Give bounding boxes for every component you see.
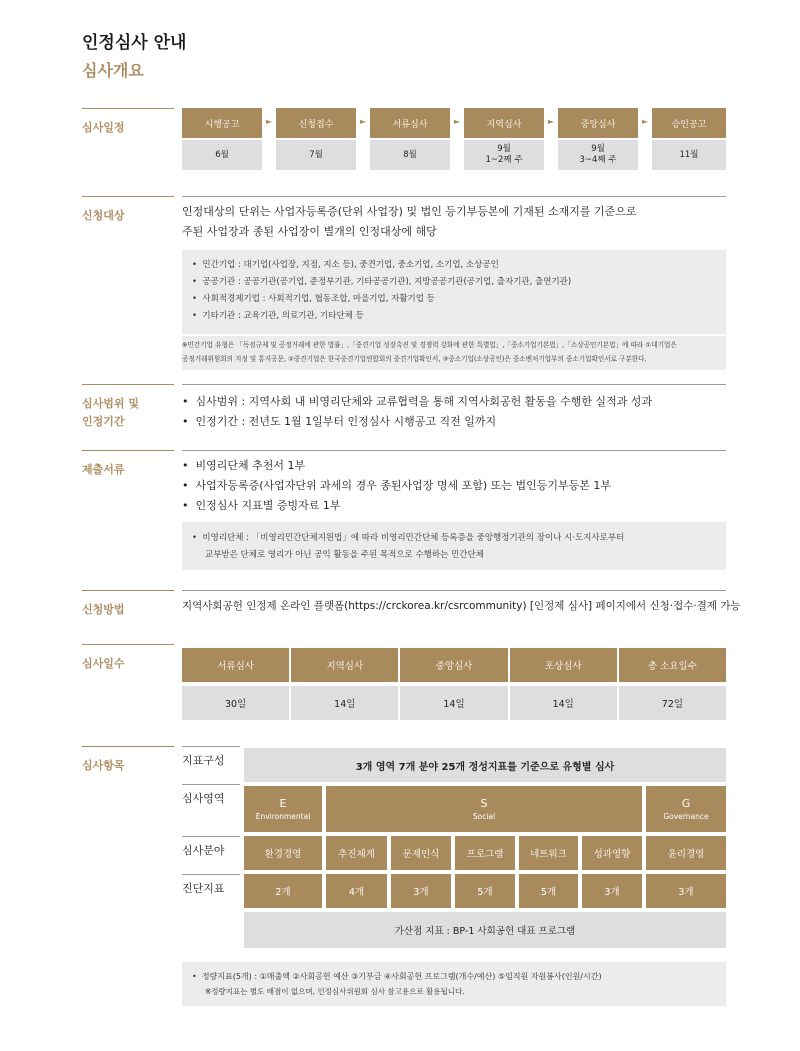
row-label: 진단지표 bbox=[182, 882, 225, 895]
schedule-step-time: 9월 3~4째 주 bbox=[558, 140, 638, 170]
arrow-right-icon: ► bbox=[547, 117, 555, 126]
list-item: • 공공기관 : 공공기관(공기업, 준정부기관, 기타공공기관), 지방공공기관(공기업, 출자기관, 출연기관) bbox=[192, 277, 572, 287]
field-cell: 추진체계 bbox=[326, 836, 387, 870]
days-header-cell: 총 소요일수 bbox=[619, 648, 726, 682]
row-label: 심사영역 bbox=[182, 792, 225, 805]
days-section-label: 심사일수 bbox=[82, 644, 174, 673]
composition-cell: 3개 영역 7개 분야 25개 정성지표를 기준으로 유형별 심사 bbox=[244, 748, 726, 782]
schedule-step-name: 지역심사 bbox=[464, 108, 544, 138]
note-line: 교부받은 단체로 영리가 아닌 공익 활동을 주된 목적으로 수행하는 민간단체 bbox=[205, 550, 484, 560]
documents-section-label: 제출서류 bbox=[82, 450, 174, 479]
scope-label-line: 인정기간 bbox=[82, 415, 125, 428]
days-value-cell: 14일 bbox=[291, 686, 398, 720]
schedule-section-label: 심사일정 bbox=[82, 108, 174, 137]
schedule-step bbox=[652, 108, 726, 170]
days-header-cell: 포상심사 bbox=[510, 648, 617, 682]
page-title: 인정심사 안내 bbox=[82, 33, 187, 53]
schedule-step-name: 승인공고 bbox=[652, 108, 726, 138]
documents-note-box bbox=[182, 522, 726, 570]
list-item: • 기타기관 : 교육기관, 의료기관, 기타단체 등 bbox=[192, 311, 364, 321]
area-social bbox=[326, 786, 642, 832]
divider bbox=[182, 784, 240, 785]
schedule-step-name: 시행공고 bbox=[182, 108, 262, 138]
schedule-step bbox=[464, 108, 544, 170]
schedule-step bbox=[370, 108, 450, 170]
scope-label-line: 심사범위 및 bbox=[82, 397, 139, 410]
method-section-label: 신청방법 bbox=[82, 590, 174, 619]
area-name: Environmental bbox=[255, 812, 311, 821]
arrow-right-icon: ► bbox=[265, 117, 273, 126]
target-section-label: 신청대상 bbox=[82, 196, 174, 225]
note-line: ※민간기업 유형은 「독점규제 및 공정거래에 관한 법률」,「중견기업 성장촉진 및 경쟁력 강화에 관한 특별법」,「중소기업기본법」,「소상공인기본법」에 따라 ①대기업은 bbox=[182, 341, 677, 349]
bonus-indicator: 가산점 지표 : BP-1 사회공헌 대표 프로그램 bbox=[244, 912, 726, 948]
note-line: ※정량지표는 별도 배점이 없으며, 인정심사위원회 심사 참고용으로 활용됩니다. bbox=[205, 987, 465, 996]
arrow-right-icon: ► bbox=[641, 117, 649, 126]
area-environmental bbox=[244, 786, 322, 832]
count-cell: 3개 bbox=[582, 874, 642, 908]
schedule-step-time: 8월 bbox=[370, 140, 450, 170]
count-cell: 3개 bbox=[646, 874, 726, 908]
target-note bbox=[182, 336, 726, 370]
schedule-step-name: 중앙심사 bbox=[558, 108, 638, 138]
field-cell: 환경경영 bbox=[244, 836, 322, 870]
days-value-cell: 72일 bbox=[619, 686, 726, 720]
divider bbox=[182, 590, 726, 591]
area-name: Governance bbox=[663, 812, 709, 821]
row-label: 심사분야 bbox=[182, 844, 225, 857]
area-governance bbox=[646, 786, 726, 832]
days-header-cell: 지역심사 bbox=[291, 648, 398, 682]
divider bbox=[182, 450, 726, 451]
count-cell: 3개 bbox=[391, 874, 451, 908]
list-item: • 정량지표(5개) : ①매출액 ②사회공헌 예산 ③기부금 ④사회공헌 프로그램(개수/예산) ⑤임직원 자원봉사(인원/시간) bbox=[192, 972, 602, 981]
note-line: 공정거래위원회의 지정 및 통지공문, ②중견기업은 한국중견기업연합회의 중견기업확인서, ③중소기업(소상공인)은 중소벤처기업부의 중소기업확인서로 구분한다. bbox=[182, 355, 647, 363]
divider bbox=[182, 384, 726, 385]
target-description bbox=[182, 202, 636, 242]
schedule-step bbox=[558, 108, 638, 170]
days-table bbox=[182, 648, 726, 720]
list-item: • 인정심사 지표별 증빙자료 1부 bbox=[182, 499, 341, 512]
days-header-cell: 서류심사 bbox=[182, 648, 289, 682]
schedule-step-time: 9월 1~2째 주 bbox=[464, 140, 544, 170]
field-cell: 윤리경영 bbox=[646, 836, 726, 870]
area-letter: E bbox=[279, 797, 287, 810]
arrow-right-icon: ► bbox=[359, 117, 367, 126]
list-item: • 심사범위 : 지역사회 내 비영리단체와 교류협력을 통해 지역사회공헌 활동을 수행한 실적과 성과 bbox=[182, 395, 653, 408]
field-cell: 네트워크 bbox=[519, 836, 578, 870]
list-item: • 민간기업 : 대기업(사업장, 지점, 지소 등), 중견기업, 중소기업, 소기업, 소상공인 bbox=[192, 260, 499, 270]
divider bbox=[182, 196, 726, 197]
area-name: Social bbox=[472, 812, 496, 821]
area-letter: S bbox=[480, 797, 488, 810]
count-cell: 5개 bbox=[519, 874, 578, 908]
schedule-step-name: 신청접수 bbox=[276, 108, 356, 138]
arrow-right-icon: ► bbox=[453, 117, 461, 126]
count-cell: 4개 bbox=[326, 874, 387, 908]
row-label: 지표구성 bbox=[182, 754, 225, 767]
schedule-step bbox=[182, 108, 262, 170]
target-desc-line: 인정대상의 단위는 사업자등록증(단위 사업장) 및 법인 등기부등본에 기재된 소재지를 기준으로 bbox=[182, 205, 637, 218]
documents-list bbox=[182, 456, 611, 516]
items-section-label: 심사항목 bbox=[82, 746, 174, 775]
divider bbox=[182, 874, 240, 875]
field-cell: 문제인식 bbox=[391, 836, 451, 870]
count-cell: 2개 bbox=[244, 874, 322, 908]
schedule-step-time: 11월 bbox=[652, 140, 726, 170]
scope-section-label bbox=[82, 384, 174, 431]
list-item: • 사회적경제기업 : 사회적기업, 협동조합, 마을기업, 자활기업 등 bbox=[192, 294, 435, 304]
divider bbox=[182, 746, 240, 747]
list-item: • 인정기간 : 전년도 1월 1일부터 인정심사 시행공고 직전 일까지 bbox=[182, 415, 497, 428]
count-cell: 5개 bbox=[455, 874, 515, 908]
schedule-flow bbox=[182, 108, 726, 170]
quant-box bbox=[182, 962, 726, 1006]
list-item: • 비영리단체 추천서 1부 bbox=[182, 459, 306, 472]
target-desc-line: 주된 사업장과 종된 사업장이 별개의 인정대상에 해당 bbox=[182, 225, 437, 238]
divider bbox=[182, 836, 240, 837]
list-item: • 사업자등록증(사업자단위 과세의 경우 종된사업장 명세 포함) 또는 법인등기부등본 1부 bbox=[182, 479, 611, 492]
schedule-step-time: 6월 bbox=[182, 140, 262, 170]
days-value-row bbox=[182, 686, 726, 720]
field-cell: 프로그램 bbox=[455, 836, 515, 870]
schedule-step bbox=[276, 108, 356, 170]
days-header-row bbox=[182, 648, 726, 682]
target-types-box bbox=[182, 250, 726, 334]
schedule-step-name: 서류심사 bbox=[370, 108, 450, 138]
scope-list bbox=[182, 392, 652, 432]
page-subtitle: 심사개요 bbox=[82, 61, 144, 80]
note-line: • 비영리단체 : 「비영리민간단체지원법」에 따라 비영리민간단체 등록증을 중앙행정기관의 장이나 시·도지사로부터 bbox=[192, 533, 625, 543]
schedule-step-time: 7월 bbox=[276, 140, 356, 170]
method-text: 지역사회공헌 인정제 온라인 플랫폼(https://crckorea.kr/csrcommunity) [인정제 심사] 페이지에서 신청·접수·결제 가능 bbox=[182, 600, 741, 612]
days-value-cell: 14일 bbox=[400, 686, 507, 720]
field-cell: 성과영향 bbox=[582, 836, 642, 870]
days-header-cell: 중앙심사 bbox=[400, 648, 507, 682]
area-letter: G bbox=[681, 797, 691, 810]
days-value-cell: 14일 bbox=[510, 686, 617, 720]
days-value-cell: 30일 bbox=[182, 686, 289, 720]
